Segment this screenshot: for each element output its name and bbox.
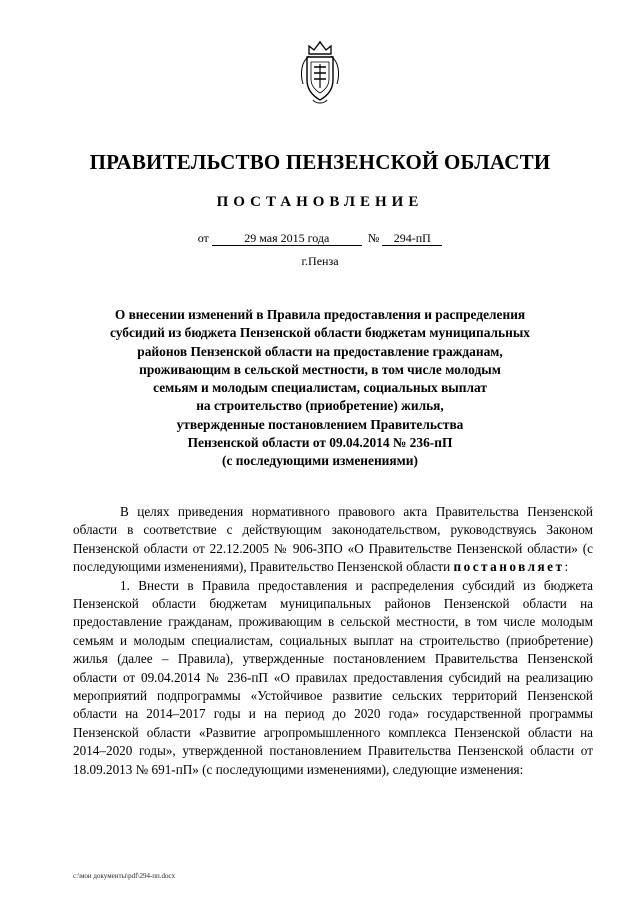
date-prefix: от (197, 231, 209, 245)
heading-line: О внесении изменений в Правила предоставления и распределения (114, 307, 526, 322)
heading-line: семьям и молодым специалистам, социальных выплат (153, 380, 487, 396)
date-number-line (0, 231, 640, 246)
coat-of-arms-icon (297, 40, 343, 106)
heading-line: районов Пензенской области на предоставление гражданам, (137, 343, 503, 359)
government-title: ПРАВИТЕЛЬСТВО ПЕНЗЕНСКОЙ ОБЛАСТИ (89, 150, 551, 174)
document-type: ПОСТАНОВЛЕНИЕ (216, 194, 424, 210)
number-prefix: № (367, 231, 380, 245)
heading-line: субсидий из бюджета Пензенской области бюджетам муниципальных (109, 325, 531, 341)
resolves-word: постановляет (453, 559, 565, 575)
preamble-text: В целях приведения нормативного правового акта Правительства Пензенской области в соответствие с действующим законодательством, руководствуясь Законом Пензенской области от 22.12.2005 № 906-ЗПО «О Правительстве Пензенской области» (с последующими изменениями), Правительство Пензенской области (73, 504, 593, 575)
document-heading (86, 306, 554, 471)
heading-line: на строительство (приобретение) жилья, (196, 398, 444, 414)
city: г.Пенза (301, 254, 339, 268)
heading-line: утвержденные постановлением Правительства (176, 416, 464, 432)
clause-1-paragraph: 1. Внести в Правила предоставления и распределения субсидий из бюджета Пензенской области бюджетам муниципальных районов Пензенской области на предоставление гражданам, проживающим в сельской местности, в том числе молодым семьям и молодым специалистам, социальных выплат на строительство (приобретение) жилья (далее – Правила), утвержденные постановлением Правительства Пензенской области от 09.04.2014 № 236-пП «О правилах предоставления субсидий на реализацию мероприятий подпрограммы «Устойчивое развитие сельских территорий Пензенской области на 2014–2017 годы и на период до 2020 года» государственной программы Пензенской области «Развитие агропромышленного комплекса Пензенской области на 2014–2020 годы», утвержденной постановлением Правительства Пензенской области от 18.09.2013 № 691-пП» (с последующими изменениями), следующие изменения: (73, 577, 593, 777)
heading-line: Пензенской области от 09.04.2014 № 236-пП (187, 435, 453, 451)
decree-number: 294-пП (382, 232, 442, 246)
decree-date: 29 мая 2015 года (212, 232, 362, 246)
file-path-footer: c:\мои документы\pdf\294-пп.docx (73, 872, 176, 880)
document-body (73, 503, 593, 779)
heading-line: проживающим в сельской местности, в том числе молодым (139, 361, 501, 377)
preamble-paragraph (73, 503, 593, 577)
heading-line: (с последующими изменениями) (222, 453, 418, 469)
preamble-end: : (564, 559, 569, 575)
